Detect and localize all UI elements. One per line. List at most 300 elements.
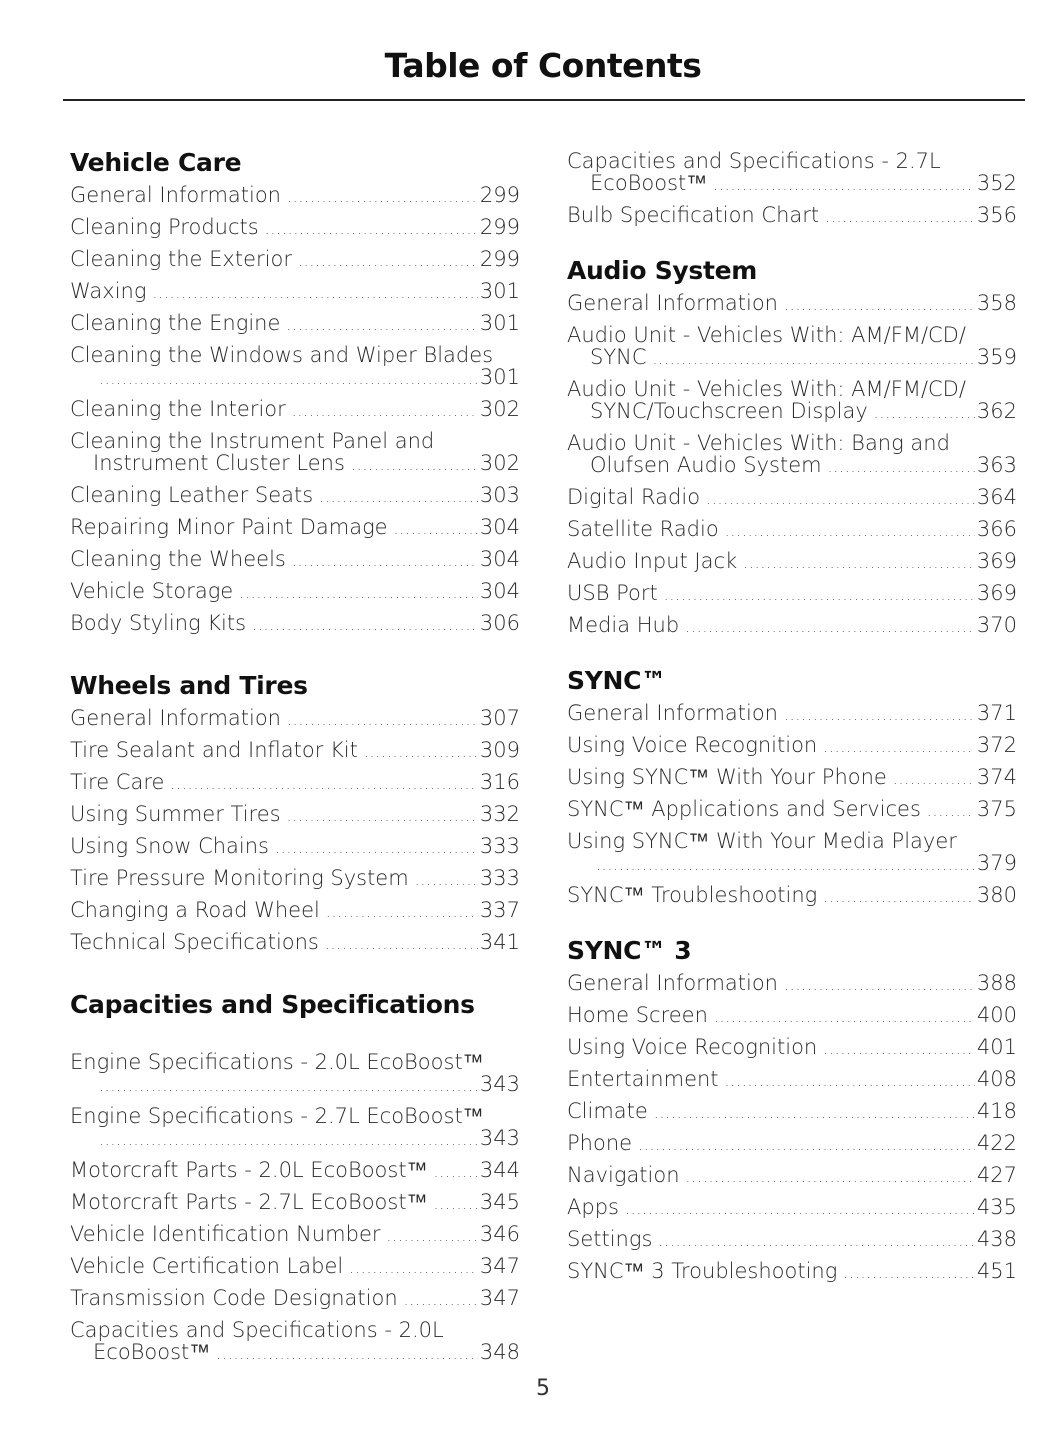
toc-entry-label: General Information xyxy=(567,971,778,995)
toc-entry-page: 401 xyxy=(976,1035,1017,1059)
toc-entry-row xyxy=(567,518,1017,542)
toc-entry-row xyxy=(567,798,1017,822)
section-heading: Vehicle Care xyxy=(70,148,242,177)
toc-entry-page: 352 xyxy=(976,171,1017,195)
dot-leader xyxy=(743,552,975,574)
toc-entry-row xyxy=(567,1132,1017,1156)
toc-left-column xyxy=(70,146,520,1369)
toc-entry[interactable] xyxy=(567,968,1017,1000)
toc-entry-label: Using Voice Recognition xyxy=(567,1035,818,1059)
toc-entry-page: 345 xyxy=(479,1190,520,1214)
toc-entry-page: 299 xyxy=(479,247,520,271)
toc-section xyxy=(567,146,1017,232)
toc-entry-page: 358 xyxy=(976,291,1017,315)
toc-entry-row xyxy=(567,1100,1017,1124)
toc-entry[interactable] xyxy=(567,320,1017,374)
toc-entry-label: Motorcraft Parts - 2.0L EcoBoost™ xyxy=(70,1158,428,1182)
toc-entry-label: Media Hub xyxy=(567,613,680,637)
toc-entry[interactable] xyxy=(70,831,520,863)
toc-entry-page: 348 xyxy=(479,1340,520,1364)
page-title: Table of Contents xyxy=(384,46,702,85)
toc-section xyxy=(567,254,1017,642)
toc-entry-list xyxy=(567,288,1017,642)
toc-entry[interactable] xyxy=(567,1224,1017,1256)
dot-leader xyxy=(653,348,975,370)
toc-entry-row xyxy=(70,1223,520,1247)
toc-entry-page: 371 xyxy=(976,701,1017,725)
toc-entry-row xyxy=(567,734,1017,758)
toc-entry-label: Entertainment xyxy=(567,1067,719,1091)
toc-entry[interactable] xyxy=(70,1101,520,1155)
toc-entry-label: Home Screen xyxy=(567,1003,708,1027)
toc-entry[interactable] xyxy=(70,608,520,640)
toc-entry[interactable] xyxy=(70,1155,520,1187)
toc-entry-label: Cleaning Products xyxy=(70,215,259,239)
toc-entry-row xyxy=(70,248,520,272)
toc-entry-page: 408 xyxy=(976,1067,1017,1091)
toc-right-column xyxy=(567,146,1017,1288)
toc-entry-label: Audio Input Jack xyxy=(567,549,738,573)
toc-entry-row xyxy=(567,486,1017,510)
toc-entry-row xyxy=(70,771,520,795)
toc-entry-row xyxy=(70,1255,520,1279)
toc-entry-continuation xyxy=(70,1127,520,1151)
toc-entry-page: 438 xyxy=(976,1227,1017,1251)
toc-entry-label: Using SYNC™ With Your Media Player xyxy=(567,829,957,853)
toc-entry-label: General Information xyxy=(567,291,778,315)
toc-entry[interactable] xyxy=(567,374,1017,428)
dot-leader xyxy=(686,1166,975,1188)
toc-entry-continuation xyxy=(567,172,1017,196)
toc-entry-page: 301 xyxy=(479,279,520,303)
toc-entry-row xyxy=(567,550,1017,574)
toc-entry[interactable] xyxy=(70,799,520,831)
toc-entry-row xyxy=(567,1260,1017,1284)
dot-leader xyxy=(596,854,975,876)
toc-entry-row xyxy=(70,1159,520,1183)
toc-entry[interactable] xyxy=(70,703,520,735)
toc-entry-row xyxy=(70,803,520,827)
toc-entry[interactable] xyxy=(567,1192,1017,1224)
toc-entry[interactable] xyxy=(567,428,1017,482)
toc-entry-page: 418 xyxy=(976,1099,1017,1123)
toc-entry-row xyxy=(567,884,1017,908)
toc-entry-row xyxy=(70,867,520,891)
toc-entry-label: Digital Radio xyxy=(567,485,701,509)
dot-leader xyxy=(625,1198,975,1220)
dot-leader xyxy=(298,250,478,272)
toc-entry-continuation xyxy=(70,1341,520,1365)
toc-entry-row xyxy=(567,1068,1017,1092)
toc-entry-page: 375 xyxy=(976,797,1017,821)
toc-entry[interactable] xyxy=(70,927,520,959)
toc-entry[interactable] xyxy=(567,1160,1017,1192)
toc-entry[interactable] xyxy=(70,735,520,767)
toc-entry-label: Waxing xyxy=(70,279,147,303)
toc-entry-label: Using Summer Tires xyxy=(70,802,281,826)
toc-entry-continuation xyxy=(70,452,520,476)
dot-leader xyxy=(874,402,975,424)
toc-entry-page: 369 xyxy=(976,581,1017,605)
toc-entry[interactable] xyxy=(70,1187,520,1219)
toc-entry-page: 451 xyxy=(976,1259,1017,1283)
dot-leader xyxy=(927,800,975,822)
toc-entry[interactable] xyxy=(70,394,520,426)
toc-entry-label: Technical Specifications xyxy=(70,930,319,954)
toc-entry-page: 347 xyxy=(479,1254,520,1278)
toc-entry-label: USB Port xyxy=(567,581,658,605)
dot-leader xyxy=(828,456,975,478)
toc-entry-label: Vehicle Certification Label xyxy=(70,1254,344,1278)
dot-leader xyxy=(725,520,975,542)
toc-entry-label: Audio Unit - Vehicles With: AM/FM/CD/ xyxy=(567,377,966,401)
toc-entry-page: 356 xyxy=(976,203,1017,227)
toc-entry-label-continued: EcoBoost™ xyxy=(93,1340,211,1364)
dot-leader xyxy=(784,294,975,316)
toc-entry[interactable] xyxy=(567,730,1017,762)
toc-entry[interactable] xyxy=(70,1315,520,1369)
toc-entry-row xyxy=(70,548,520,572)
dot-leader xyxy=(784,974,975,996)
toc-entry-row xyxy=(567,1164,1017,1188)
toc-section xyxy=(70,988,520,1369)
toc-entry-list xyxy=(567,698,1017,912)
dot-leader xyxy=(286,314,478,336)
toc-entry-continuation xyxy=(70,1073,520,1097)
dot-leader xyxy=(216,1343,478,1365)
toc-entry-row xyxy=(567,1196,1017,1220)
toc-entry-label: Cleaning the Interior xyxy=(70,397,286,421)
toc-entry-row xyxy=(567,582,1017,606)
toc-entry-page: 344 xyxy=(479,1158,520,1182)
toc-section xyxy=(567,664,1017,912)
toc-entry-label: Motorcraft Parts - 2.7L EcoBoost™ xyxy=(70,1190,428,1214)
toc-entry-page: 346 xyxy=(479,1222,520,1246)
dot-leader xyxy=(685,616,975,638)
toc-entry-label: Cleaning the Instrument Panel and xyxy=(70,429,435,453)
toc-entry-page: 374 xyxy=(976,765,1017,789)
toc-entry-row xyxy=(70,184,520,208)
toc-entry-label: General Information xyxy=(567,701,778,725)
dot-leader xyxy=(843,1262,975,1284)
dot-leader xyxy=(706,488,975,510)
toc-entry-label: Capacities and Specifications - 2.0L xyxy=(70,1318,444,1342)
toc-entry[interactable] xyxy=(567,826,1017,880)
toc-entry-list xyxy=(70,180,520,640)
toc-entry[interactable] xyxy=(567,1256,1017,1288)
dot-leader xyxy=(434,1161,478,1183)
toc-entry-page: 388 xyxy=(976,971,1017,995)
toc-entry-row xyxy=(70,1191,520,1215)
toc-entry-page: 362 xyxy=(976,399,1017,423)
title-divider xyxy=(63,99,1025,101)
toc-entry-row xyxy=(70,835,520,859)
toc-entry[interactable] xyxy=(567,1032,1017,1064)
toc-entry-page: 341 xyxy=(479,930,520,954)
toc-entry-row xyxy=(567,972,1017,996)
toc-entry-label-continued: SYNC/Touchscreen Display xyxy=(590,399,868,423)
toc-entry-row xyxy=(70,312,520,336)
toc-entry-page: 400 xyxy=(976,1003,1017,1027)
toc-entry-page: 427 xyxy=(976,1163,1017,1187)
toc-entry-label: Changing a Road Wheel xyxy=(70,898,320,922)
toc-entry-page: 332 xyxy=(479,802,520,826)
toc-entry-label: Apps xyxy=(567,1195,619,1219)
toc-entry-row xyxy=(567,702,1017,726)
toc-entry-page: 304 xyxy=(479,515,520,539)
toc-entry-continuation xyxy=(567,400,1017,424)
toc-entry-page: 359 xyxy=(976,345,1017,369)
toc-entry[interactable] xyxy=(70,308,520,340)
toc-entry-row xyxy=(70,931,520,955)
toc-entry-page: 369 xyxy=(976,549,1017,573)
toc-entry-list xyxy=(567,146,1017,232)
toc-entry-row xyxy=(70,516,520,540)
toc-entry-page: 309 xyxy=(479,738,520,762)
toc-entry-label: Vehicle Identification Number xyxy=(70,1222,381,1246)
toc-entry[interactable] xyxy=(567,1000,1017,1032)
toc-entry[interactable] xyxy=(70,544,520,576)
toc-entry[interactable] xyxy=(567,698,1017,730)
toc-entry-label-continued: Instrument Cluster Lens xyxy=(93,451,345,475)
page-number: 5 xyxy=(536,1376,550,1401)
toc-entry-label-continued: SYNC xyxy=(590,345,647,369)
toc-entry-row xyxy=(567,766,1017,790)
toc-entry-label: Cleaning the Windows and Wiper Blades xyxy=(70,343,494,367)
dot-leader xyxy=(349,1257,478,1279)
toc-entry-page: 306 xyxy=(479,611,520,635)
dot-leader xyxy=(319,486,478,508)
toc-entry-label: Tire Sealant and Inflator Kit xyxy=(70,738,358,762)
toc-entry-page: 333 xyxy=(479,834,520,858)
toc-entry[interactable] xyxy=(70,180,520,212)
toc-entry-label: Settings xyxy=(567,1227,653,1251)
toc-entry-row xyxy=(70,612,520,636)
toc-entry-label: Body Styling Kits xyxy=(70,611,247,635)
toc-entry-row xyxy=(70,280,520,304)
toc-entry-list xyxy=(567,968,1017,1288)
toc-entry-page: 366 xyxy=(976,517,1017,541)
toc-entry-label: Cleaning the Wheels xyxy=(70,547,286,571)
dot-leader xyxy=(239,582,478,604)
toc-entry[interactable] xyxy=(70,426,520,480)
toc-entry-row xyxy=(567,1036,1017,1060)
toc-entry[interactable] xyxy=(567,1128,1017,1160)
dot-leader xyxy=(415,869,478,891)
dot-leader xyxy=(326,901,478,923)
toc-section xyxy=(567,934,1017,1288)
toc-entry-continuation xyxy=(567,852,1017,876)
toc-entry[interactable] xyxy=(70,512,520,544)
toc-entry-label-continued: EcoBoost™ xyxy=(590,171,708,195)
toc-entry[interactable] xyxy=(70,767,520,799)
dot-leader xyxy=(714,1006,975,1028)
toc-entry[interactable] xyxy=(70,895,520,927)
toc-entry-row xyxy=(70,707,520,731)
toc-section xyxy=(70,669,520,959)
toc-entry[interactable] xyxy=(70,576,520,608)
toc-entry-page: 435 xyxy=(976,1195,1017,1219)
dot-leader xyxy=(404,1289,478,1311)
toc-entry[interactable] xyxy=(567,482,1017,514)
toc-entry-row xyxy=(70,580,520,604)
toc-entry-label: Transmission Code Designation xyxy=(70,1286,398,1310)
dot-leader xyxy=(292,550,478,572)
toc-entry-label: Vehicle Storage xyxy=(70,579,234,603)
toc-entry-label: General Information xyxy=(70,706,281,730)
toc-entry-page: 304 xyxy=(479,579,520,603)
dot-leader xyxy=(351,454,478,476)
toc-entry-row xyxy=(70,484,520,508)
section-heading: Audio System xyxy=(567,256,758,285)
toc-entry-label: Bulb Specification Chart xyxy=(567,203,820,227)
toc-entry[interactable] xyxy=(70,1283,520,1315)
toc-entry[interactable] xyxy=(567,546,1017,578)
toc-entry-row xyxy=(70,216,520,240)
toc-entry-row xyxy=(70,899,520,923)
toc-entry[interactable] xyxy=(567,200,1017,232)
toc-entry-label: Cleaning the Engine xyxy=(70,311,281,335)
toc-entry[interactable] xyxy=(70,244,520,276)
dot-leader xyxy=(784,704,975,726)
toc-entry-page: 343 xyxy=(479,1126,520,1150)
toc-entry-label: Climate xyxy=(567,1099,648,1123)
toc-entry-page: 337 xyxy=(479,898,520,922)
toc-entry[interactable] xyxy=(70,863,520,895)
toc-entry-label: Engine Specifications - 2.0L EcoBoost™ xyxy=(70,1050,484,1074)
toc-entry-label: Audio Unit - Vehicles With: Bang and xyxy=(567,431,950,455)
toc-entry-label: Capacities and Specifications - 2.7L xyxy=(567,149,941,173)
section-heading: Capacities and Specifications xyxy=(70,990,475,1019)
toc-entry-label: Engine Specifications - 2.7L EcoBoost™ xyxy=(70,1104,484,1128)
dot-leader xyxy=(638,1134,975,1156)
toc-entry-row xyxy=(70,1287,520,1311)
toc-entry[interactable] xyxy=(567,514,1017,546)
toc-entry-page: 333 xyxy=(479,866,520,890)
toc-entry-label: Cleaning Leather Seats xyxy=(70,483,314,507)
toc-entry-continuation xyxy=(567,454,1017,478)
toc-entry-label: Repairing Minor Paint Damage xyxy=(70,515,388,539)
toc-entry[interactable] xyxy=(70,480,520,512)
toc-entry[interactable] xyxy=(567,762,1017,794)
dot-leader xyxy=(252,614,478,636)
dot-leader xyxy=(394,518,478,540)
toc-entry[interactable] xyxy=(567,288,1017,320)
toc-entry-page: 303 xyxy=(479,483,520,507)
toc-entry-row xyxy=(567,204,1017,228)
toc-entry-page: 364 xyxy=(976,485,1017,509)
toc-entry[interactable] xyxy=(70,1251,520,1283)
toc-entry[interactable] xyxy=(567,610,1017,642)
dot-leader xyxy=(434,1193,478,1215)
toc-entry-page: 302 xyxy=(479,451,520,475)
toc-entry-page: 301 xyxy=(479,365,520,389)
toc-entry[interactable] xyxy=(70,340,520,394)
toc-entry-label: Phone xyxy=(567,1131,633,1155)
toc-entry-label: Audio Unit - Vehicles With: AM/FM/CD/ xyxy=(567,323,966,347)
toc-entry[interactable] xyxy=(70,1219,520,1251)
dot-leader xyxy=(387,1225,478,1247)
section-heading: Wheels and Tires xyxy=(70,671,308,700)
toc-entry[interactable] xyxy=(567,880,1017,912)
dot-leader xyxy=(152,282,477,304)
toc-entry[interactable] xyxy=(567,1096,1017,1128)
toc-entry-label: Satellite Radio xyxy=(567,517,719,541)
toc-entry-label: Using Voice Recognition xyxy=(567,733,818,757)
toc-entry-page: 307 xyxy=(479,706,520,730)
toc-entry-page: 301 xyxy=(479,311,520,335)
toc-entry[interactable] xyxy=(70,212,520,244)
toc-entry-page: 299 xyxy=(479,215,520,239)
toc-entry-label: SYNC™ Applications and Services xyxy=(567,797,921,821)
dot-leader xyxy=(364,741,478,763)
toc-entry-label: Tire Care xyxy=(70,770,165,794)
toc-entry-page: 372 xyxy=(976,733,1017,757)
toc-section xyxy=(70,146,520,640)
dot-leader xyxy=(893,768,975,790)
toc-entry-row xyxy=(567,292,1017,316)
toc-entry-label: General Information xyxy=(70,183,281,207)
toc-entry[interactable] xyxy=(567,146,1017,200)
toc-entry-continuation xyxy=(567,346,1017,370)
toc-entry-label: SYNC™ Troubleshooting xyxy=(567,883,818,907)
toc-entry-page: 343 xyxy=(479,1072,520,1096)
dot-leader xyxy=(664,584,975,606)
dot-leader xyxy=(287,186,478,208)
dot-leader xyxy=(658,1230,975,1252)
toc-entry-label: Using Snow Chains xyxy=(70,834,269,858)
dot-leader xyxy=(654,1102,975,1124)
toc-entry[interactable] xyxy=(70,1047,520,1101)
toc-entry-label: Using SYNC™ With Your Phone xyxy=(567,765,887,789)
toc-entry-row xyxy=(70,398,520,422)
toc-entry-row xyxy=(70,739,520,763)
dot-leader xyxy=(292,400,478,422)
dot-leader xyxy=(275,837,478,859)
dot-leader xyxy=(99,1129,478,1151)
toc-entry-label-continued: Olufsen Audio System xyxy=(590,453,822,477)
toc-entry[interactable] xyxy=(567,578,1017,610)
toc-entry-label: Tire Pressure Monitoring System xyxy=(70,866,409,890)
toc-entry-label: Navigation xyxy=(567,1163,680,1187)
section-heading: SYNC™ xyxy=(567,666,666,695)
toc-entry-label: Cleaning the Exterior xyxy=(70,247,292,271)
toc-entry-page: 316 xyxy=(479,770,520,794)
toc-entry-page: 370 xyxy=(976,613,1017,637)
toc-entry-row xyxy=(567,614,1017,638)
toc-entry[interactable] xyxy=(567,794,1017,826)
toc-entry-list xyxy=(70,703,520,959)
toc-entry-page: 380 xyxy=(976,883,1017,907)
toc-entry[interactable] xyxy=(567,1064,1017,1096)
dot-leader xyxy=(823,1038,975,1060)
dot-leader xyxy=(99,1075,478,1097)
dot-leader xyxy=(823,886,975,908)
dot-leader xyxy=(825,206,975,228)
dot-leader xyxy=(265,218,478,240)
dot-leader xyxy=(713,174,975,196)
toc-entry-page: 347 xyxy=(479,1286,520,1310)
toc-entry-page: 379 xyxy=(976,851,1017,875)
dot-leader xyxy=(99,368,478,390)
dot-leader xyxy=(287,709,478,731)
dot-leader xyxy=(287,805,478,827)
dot-leader xyxy=(823,736,975,758)
toc-entry-row xyxy=(567,1004,1017,1028)
toc-entry-page: 299 xyxy=(479,183,520,207)
toc-entry[interactable] xyxy=(70,276,520,308)
dot-leader xyxy=(170,773,477,795)
